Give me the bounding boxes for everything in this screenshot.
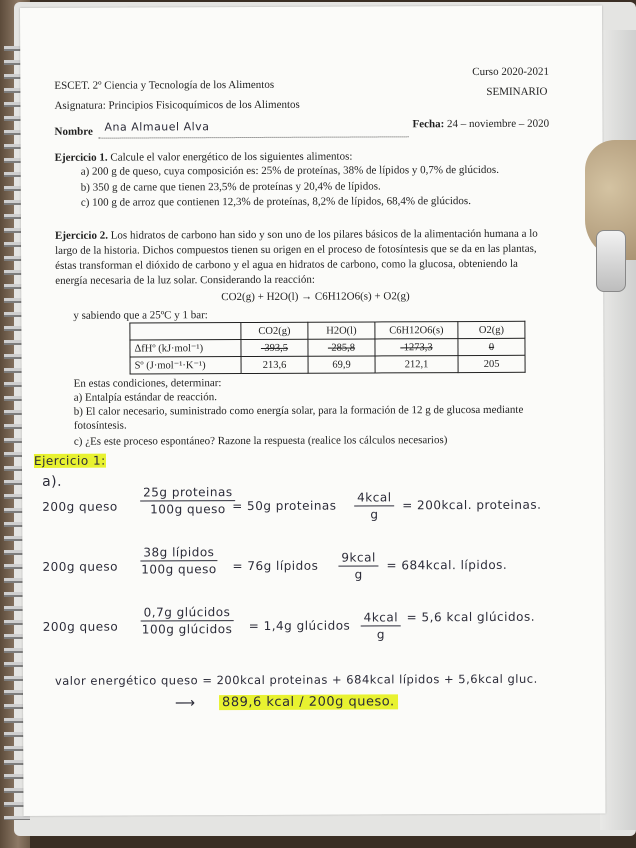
student-name: Ana Almauel Alva bbox=[104, 120, 210, 134]
table-cell: -285,8 bbox=[308, 339, 375, 356]
reaction-equation: CO2(g) + H2O(l) → C6H12O6(s) + O2(g) bbox=[221, 290, 410, 304]
fraction-numerator: 0,7g glúcidos bbox=[141, 605, 234, 621]
calc-1-mid: = 50g proteinas bbox=[232, 498, 337, 514]
table-cell: 0 bbox=[458, 338, 525, 355]
fraction-denominator: 100g queso bbox=[141, 562, 217, 577]
course-year: Curso 2020-2021 bbox=[472, 65, 550, 79]
calc-1-result: = 200kcal. proteinas. bbox=[402, 497, 542, 513]
handwritten-part-label: a). bbox=[42, 473, 63, 490]
fraction-numerator: 25g proteinas bbox=[140, 485, 236, 501]
table-header-row bbox=[130, 321, 525, 340]
handwritten-heading: Ejercicio 1: bbox=[33, 453, 106, 468]
ex2-line-1 bbox=[55, 228, 538, 242]
ex2-text-1: Los hidratos de carbono han sido y son uno de los pilares básicos de la alimentación humana a lo bbox=[107, 227, 538, 242]
zipper-pull bbox=[596, 230, 626, 292]
result-arrow: ⟶ bbox=[175, 695, 196, 712]
date-label: Fecha: bbox=[412, 118, 445, 131]
calc-3-start: 200g queso bbox=[42, 619, 119, 634]
calc-3-kcal-fraction bbox=[361, 610, 402, 641]
seminar-label: SEMINARIO bbox=[486, 85, 548, 98]
fraction-numerator: 4kcal bbox=[361, 610, 401, 626]
conditions-line: En estas condiciones, determinar: bbox=[73, 377, 222, 390]
calc-2-start: 200g queso bbox=[42, 559, 119, 574]
table-cell: 212,1 bbox=[375, 356, 458, 373]
question-b: b) El calor necesario, suministrado como energía solar, para la formación de 12 g de glucosa mediante bbox=[73, 403, 524, 418]
table-row bbox=[130, 338, 525, 357]
thermo-data-table bbox=[129, 321, 525, 375]
worksheet-page bbox=[20, 5, 606, 816]
calc-2-kcal-fraction bbox=[338, 550, 379, 581]
table-row bbox=[130, 355, 525, 374]
calc-3-mid: = 1,4g glúcidos bbox=[248, 618, 351, 634]
calc-3-fraction bbox=[141, 605, 234, 636]
calc-1-kcal-fraction bbox=[354, 490, 395, 521]
date-value: 24 – noviembre – 2020 bbox=[444, 117, 550, 131]
ex2-title: Ejercicio 2. bbox=[54, 229, 108, 242]
fraction-denominator: g bbox=[376, 627, 386, 642]
table-header-cell: O2(g) bbox=[458, 321, 525, 338]
table-header-cell: H2O(l) bbox=[308, 322, 375, 339]
given-conditions: y sabiendo que a 25ºC y 1 bar: bbox=[73, 309, 208, 322]
calc-2-fraction bbox=[140, 545, 217, 576]
table-cell: 69,9 bbox=[308, 356, 375, 373]
table-cell: ΔfHº (kJ·mol⁻¹) bbox=[130, 340, 241, 357]
table-cell: 205 bbox=[458, 355, 525, 372]
date-field bbox=[412, 118, 549, 131]
table-cell: -393,5 bbox=[241, 339, 308, 356]
ex1-item-a: a) 200 g de queso, cuya composición es: 25% de proteínas, 38% de lípidos y 0,7% de glúcidos. bbox=[80, 163, 499, 178]
calc-3-result: = 5,6 kcal glúcidos. bbox=[406, 609, 536, 625]
ex1-item-b: b) 350 g de carne que tienen 23,5% de proteínas y 20,4% de lípidos. bbox=[80, 180, 381, 194]
fraction-denominator: 100g glúcidos bbox=[141, 622, 233, 637]
ex1-item-c: c) 100 g de arroz que contienen 12,3% de proteínas, 8,2% de lípidos, 68,4% de glúcidos. bbox=[80, 195, 471, 209]
ex1-heading bbox=[55, 151, 353, 164]
table-cell: 213,6 bbox=[241, 356, 308, 373]
ex2-line-2: largo de la historia. Dichos compuestos tienen su origen en el proceso de fotosíntesis que se da en las plantas, bbox=[55, 242, 537, 257]
subject-line: Asignatura: Principios Fisicoquímicos de los Alimentos bbox=[54, 98, 300, 112]
fraction-numerator: 4kcal bbox=[354, 490, 394, 506]
calc-1-fraction bbox=[140, 485, 236, 516]
calc-1-start: 200g queso bbox=[42, 499, 118, 514]
question-a: a) Entalpía estándar de reacción. bbox=[73, 391, 217, 404]
fraction-numerator: 9kcal bbox=[338, 550, 378, 566]
ex1-statement: Calcule el valor energético de los siguientes alimentos: bbox=[107, 150, 353, 164]
ex2-line-3: éstas transforman el dióxido de carbono y el agua en hidratos de carbono, como la glucosa, obteniendo la bbox=[55, 257, 518, 272]
fraction-denominator: g bbox=[354, 567, 363, 582]
ex1-title: Ejercicio 1. bbox=[54, 151, 108, 164]
fraction-denominator: 100g queso bbox=[150, 502, 226, 517]
name-label: Nombre bbox=[54, 125, 93, 138]
question-c: c) ¿Es este proceso espontáneo? Razone la respuesta (realice los cálculos necesarios) bbox=[73, 434, 448, 448]
table-cell: -1273,3 bbox=[375, 339, 458, 356]
school-line: ESCET. 2º Ciencia y Tecnología de los Alimentos bbox=[54, 78, 275, 92]
calc-2-result: = 684kcal. lípidos. bbox=[386, 557, 508, 573]
table-header-cell: C6H12O6(s) bbox=[375, 322, 458, 339]
table-cell: Sº (J·mol⁻¹·K⁻¹) bbox=[130, 357, 241, 374]
table-header-cell: CO2(g) bbox=[241, 322, 308, 339]
question-b-cont: fotosíntesis. bbox=[73, 419, 127, 432]
fraction-denominator: g bbox=[370, 507, 379, 522]
ex2-line-4: energía necesaria de la luz solar. Considerando la reacción: bbox=[55, 273, 315, 287]
calc-2-mid: = 76g lípidos bbox=[232, 558, 319, 574]
table-header-cell bbox=[130, 323, 241, 340]
total-energy-line: valor energético queso = 200kcal proteinas + 684kcal lípidos + 5,6kcal gluc. bbox=[54, 671, 538, 688]
final-result: 889,6 kcal / 200g queso. bbox=[219, 694, 398, 710]
fraction-numerator: 38g lípidos bbox=[140, 545, 217, 561]
